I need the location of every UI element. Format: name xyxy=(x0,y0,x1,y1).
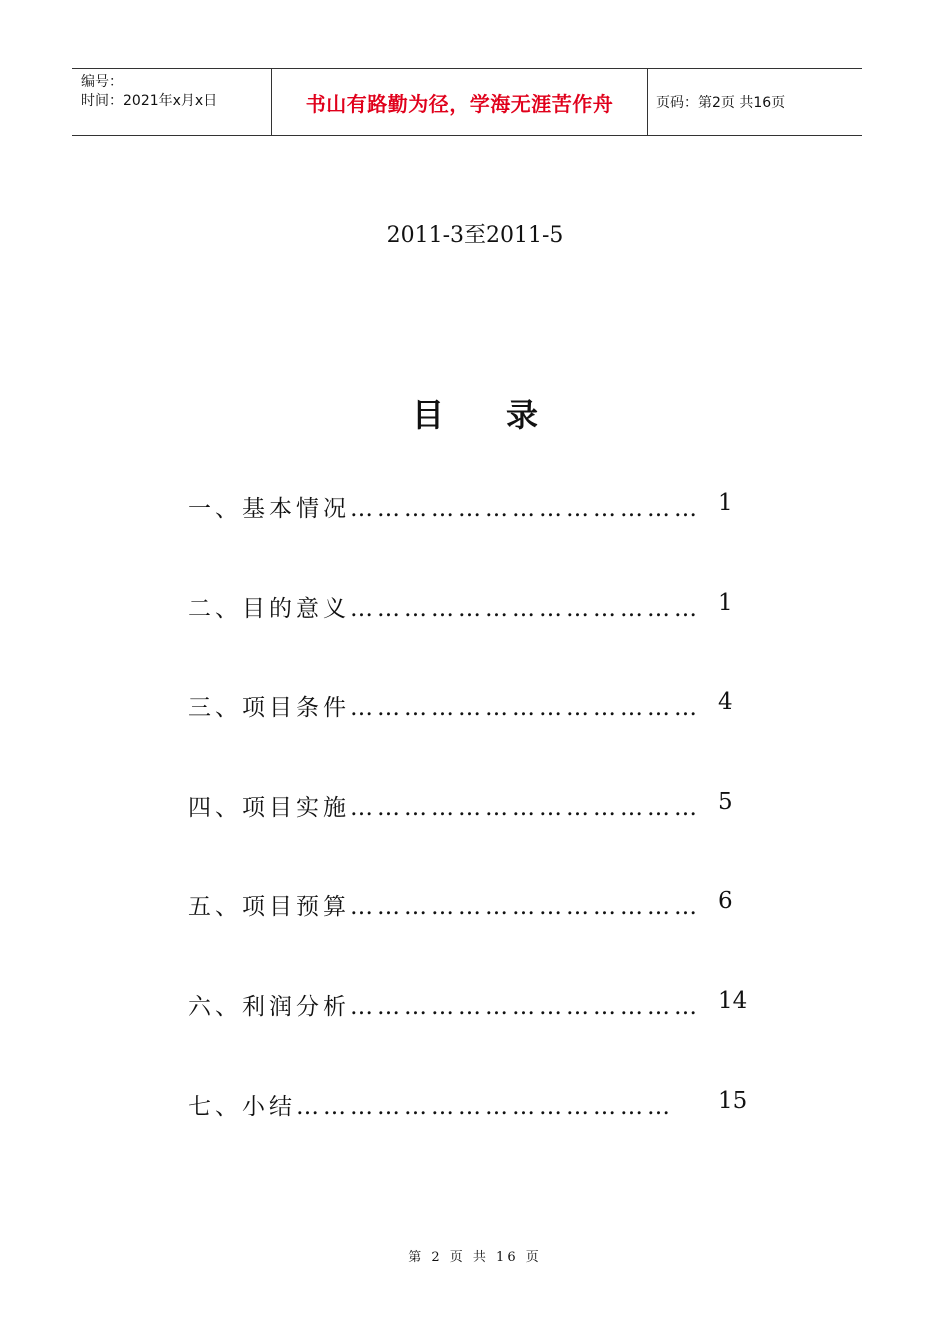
header-meta xyxy=(72,69,272,135)
toc-entry[interactable] xyxy=(188,590,788,690)
toc-entry[interactable] xyxy=(188,888,788,988)
header-motto: 书山有路勤为径，学海无涯苦作舟 xyxy=(272,69,648,135)
toc-entry-label: 一、基本情况………………………………… xyxy=(188,496,701,522)
toc-entry[interactable] xyxy=(188,1088,788,1188)
time-label: 时间：2021年x月x日 xyxy=(81,93,218,109)
toc-entry-page: 4 xyxy=(718,689,733,716)
toc-entry-page: 1 xyxy=(718,589,733,616)
date-range: 2011-3至2011-5 xyxy=(386,223,564,248)
page-footer: 第 2 页 共 16 页 xyxy=(408,1250,542,1265)
header-page-info: 页码：第2页 共16页 xyxy=(656,95,786,111)
page-header xyxy=(72,68,862,136)
toc-entry[interactable] xyxy=(188,689,788,789)
toc-entry-label: 七、小结…………………………………… xyxy=(188,1093,674,1120)
toc-entry-label: 三、项目条件………………………………… xyxy=(188,695,701,722)
serial-label: 编号： xyxy=(81,74,123,90)
toc-entry-page: 6 xyxy=(718,888,733,915)
toc-entry-page: 5 xyxy=(718,788,733,815)
toc-entry-page: 15 xyxy=(718,1087,748,1114)
toc-entry[interactable] xyxy=(188,789,788,889)
toc-entry-page: 14 xyxy=(718,987,748,1014)
toc-title: 目录 xyxy=(411,396,600,434)
toc-entry[interactable] xyxy=(188,490,788,590)
toc-entry-label: 五、项目预算………………………………… xyxy=(188,894,701,921)
toc-entry-label: 六、利润分析………………………………… xyxy=(188,993,701,1020)
toc-entry-page: 1 xyxy=(718,490,733,516)
toc-entry-label: 二、目的意义………………………………… xyxy=(188,595,701,622)
toc-entry-label: 四、项目实施………………………………… xyxy=(188,794,701,821)
toc-entry[interactable] xyxy=(188,988,788,1088)
table-of-contents xyxy=(188,490,788,1187)
